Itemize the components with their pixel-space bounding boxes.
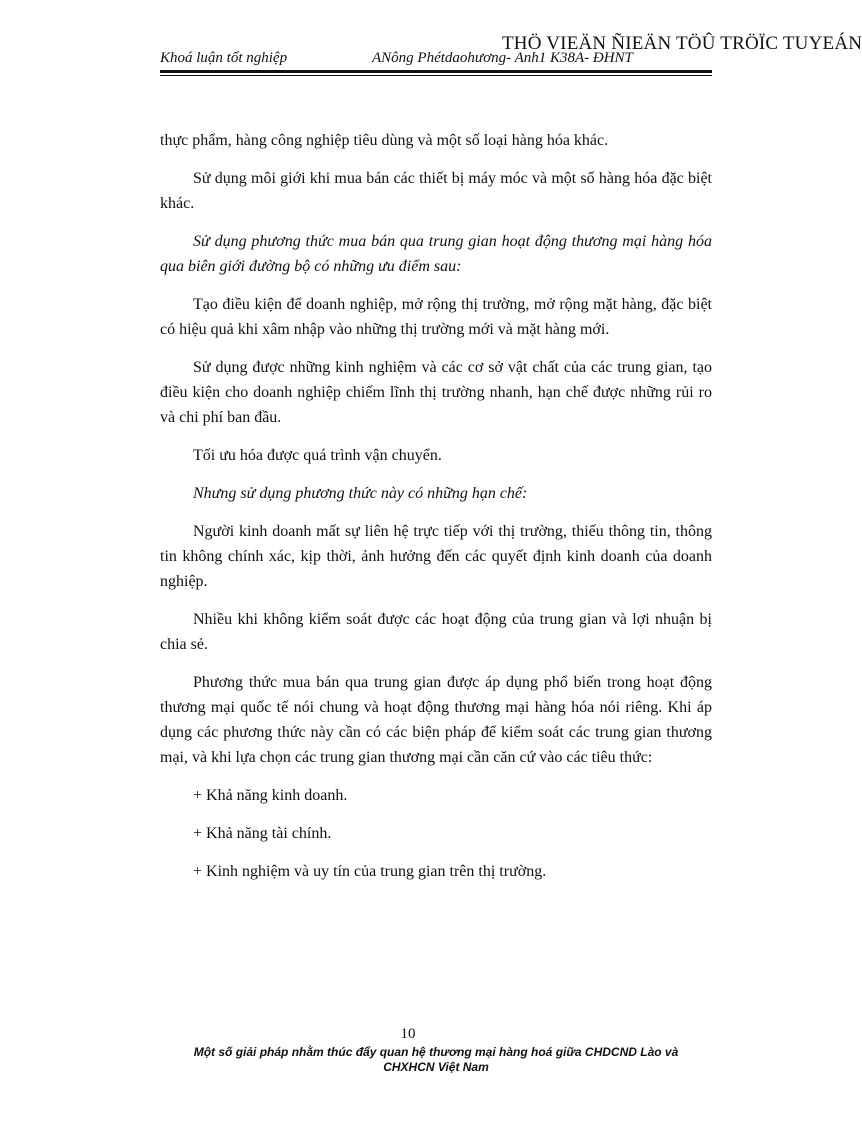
header-rule-thick xyxy=(160,70,712,73)
paragraph-limitations-heading: Nhưng sử dụng phương thức này có những hạn chế: xyxy=(193,485,528,502)
list-item-business-capacity: + Khả năng kinh doanh. xyxy=(193,787,348,804)
paragraph-limitation-contact: Người kinh doanh mất sự liên hệ trực tiếp với thị trường, thiếu thông tin, thông tin không chính xác, kịp thời, ảnh hưởng đến các quyết định kinh doanh của doanh nghiệp. xyxy=(160,523,712,590)
paragraph-advantage-market: Tạo điều kiện để doanh nghiệp, mở rộng thị trường, mở rộng mặt hàng, đặc biệt có hiệu quả khi xâm nhập vào những thị trường mới và mặt hàng mới. xyxy=(160,296,712,338)
paragraph-advantages-heading: Sử dụng phương thức mua bán qua trung gian hoạt động thương mại hàng hóa qua biên giới đường bộ có những ưu điểm sau: xyxy=(160,233,712,275)
running-footer xyxy=(160,1045,712,1075)
body-text xyxy=(160,128,712,897)
paragraph-continuation: thực phẩm, hàng công nghiệp tiêu dùng và một số loại hàng hóa khác. xyxy=(160,132,609,149)
paragraph-limitation-control: Nhiều khi không kiểm soát được các hoạt động của trung gian và lợi nhuận bị chia sẻ. xyxy=(160,611,712,653)
paragraph-advantage-transport: Tối ưu hóa được quá trình vận chuyển. xyxy=(193,447,442,464)
page-number: 10 xyxy=(400,1026,416,1042)
header-watermark: THÖ VIEÄN ÑIEÄN TÖÛ TRÖÏC TUYEÁN xyxy=(502,33,862,54)
header-rule-thin xyxy=(160,75,712,76)
paragraph-advantage-experience: Sử dụng được những kinh nghiệm và các cơ sở vật chất của các trung gian, tạo điều kiện cho doanh nghiệp chiếm lĩnh thị trường nhanh, hạn chế được những rủi ro và chi phí ban đầu. xyxy=(160,359,712,426)
footer-title-line2: CHXHCN Việt Nam xyxy=(383,1060,489,1074)
list-item-financial-capacity: + Khả năng tài chính. xyxy=(193,825,332,842)
list-item-experience-reputation: + Kinh nghiệm và uy tín của trung gian trên thị trường. xyxy=(193,863,547,880)
paragraph-broker: Sử dụng môi giới khi mua bán các thiết bị máy móc và một số hàng hóa đặc biệt khác. xyxy=(160,170,712,212)
header-thesis-label: Khoá luận tốt nghiệp xyxy=(160,50,288,66)
paragraph-application: Phương thức mua bán qua trung gian được áp dụng phổ biến trong hoạt động thương mại quốc tế nói chung và hoạt động thương mại hàng hóa nói riêng. Khi áp dụng các phương thức này cần có các biện pháp để kiểm soát các trung gian thương mại, và khi lựa chọn các trung gian thương mại cần căn cứ vào các tiêu thức: xyxy=(160,674,712,766)
footer-title-line1: Một số giải pháp nhằm thúc đẩy quan hệ thương mại hàng hoá giữa CHDCND Lào và xyxy=(193,1045,679,1059)
header-author: ANông Phétdaohương- Anh1 K38A- ĐHNT xyxy=(372,50,633,66)
